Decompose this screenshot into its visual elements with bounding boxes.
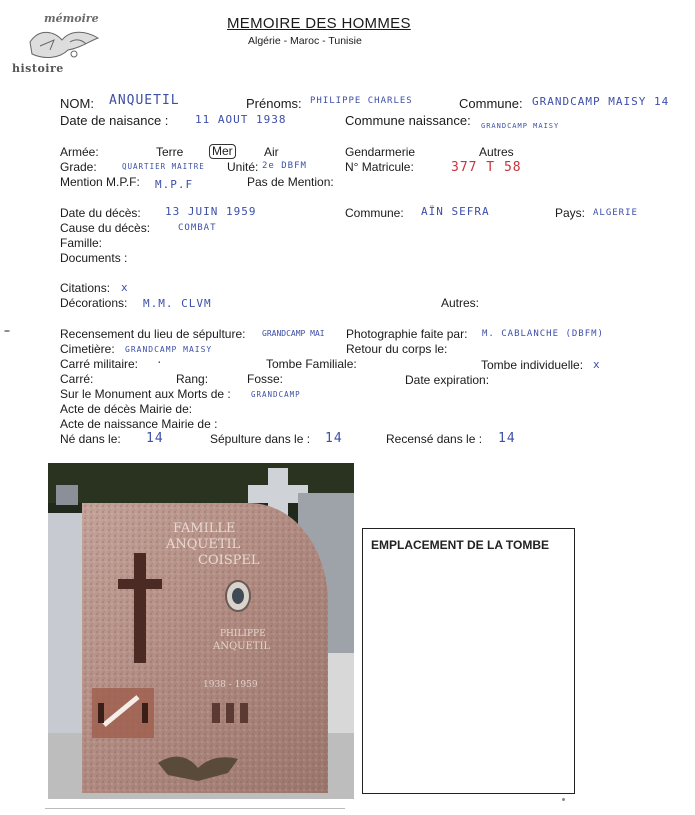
- grade-value: QUARTIER MAITRE: [122, 162, 205, 171]
- pays-label: Pays:: [555, 206, 586, 220]
- monument-value: GRANDCAMP: [251, 390, 301, 399]
- citations-label: Citations:: [60, 281, 111, 295]
- matricule-value: 377 T 58: [451, 160, 522, 175]
- fosse-label: Fosse:: [247, 372, 284, 386]
- armee-autres: Autres: [479, 145, 514, 159]
- logo-text-top: mémoire: [44, 12, 99, 25]
- expiration-label: Date expiration:: [405, 373, 490, 387]
- stone-line-1: FAMILLE: [173, 521, 236, 536]
- carre-label: Carré:: [60, 372, 94, 386]
- acte-deces-label: Acte de décès Mairie de:: [60, 402, 193, 416]
- stone-line-3: COISPEL: [198, 553, 260, 568]
- citations-value: x: [121, 281, 129, 294]
- prenoms-label: Prénoms:: [246, 96, 302, 111]
- cimetiere-label: Cimetière:: [60, 342, 115, 356]
- mpf-label: Mention M.P.F:: [60, 175, 140, 189]
- commune-naissance-label: Commune naissance:: [345, 113, 471, 128]
- recense-value: 14: [498, 431, 516, 446]
- commune-deces-label: Commune:: [345, 206, 404, 220]
- prenoms-value: PHILIPPE CHARLES: [310, 96, 413, 106]
- stone-line-5: ANQUETIL: [213, 641, 271, 652]
- recense-label: Recensé dans le :: [386, 432, 483, 446]
- naissance-label: Date de naisance :: [60, 113, 169, 128]
- sepulture-value: 14: [325, 431, 343, 446]
- documents-label: Documents :: [60, 251, 128, 265]
- grade-label: Grade:: [60, 160, 97, 174]
- tombe-familiale-label: Tombe Familiale:: [266, 357, 357, 371]
- commune-naissance-value: GRANDCAMP MAISY: [481, 122, 560, 130]
- tombe-individuelle-value: x: [593, 358, 601, 371]
- unite-value: 2e DBFM: [262, 161, 307, 171]
- ne-dans-label: Né dans le:: [60, 432, 121, 446]
- tomb-location-box: [362, 528, 575, 794]
- monument-label: Sur le Monument aux Morts de :: [60, 387, 231, 401]
- decorations-label: Décorations:: [60, 296, 128, 310]
- cause-value: COMBAT: [178, 223, 217, 233]
- matricule-label: N° Matricule:: [345, 160, 414, 174]
- deces-value: 13 JUIN 1959: [165, 205, 257, 218]
- cause-label: Cause du décès:: [60, 221, 151, 235]
- tombe-individuelle-label: Tombe individuelle:: [481, 358, 584, 372]
- autres-label: Autres:: [441, 296, 480, 310]
- tombstone-photo: [48, 463, 354, 799]
- ne-dans-value: 14: [146, 431, 164, 446]
- rang-label: Rang:: [176, 372, 209, 386]
- armee-mer-circled: [209, 144, 236, 159]
- carre-militaire-value: .: [156, 353, 164, 366]
- decorations-value: M.M. CLVM: [143, 297, 212, 310]
- scan-speck: [4, 330, 10, 332]
- tombstone-illustration: [48, 463, 354, 799]
- stone-line-4: PHILIPPE: [220, 629, 266, 639]
- commune-deces-value: AÏN SEFRA: [421, 205, 490, 218]
- photo-label: Photographie faite par:: [346, 327, 468, 341]
- deces-label: Date du décès:: [60, 206, 141, 220]
- photo-by-value: M. CABLANCHE (DBFM): [482, 329, 604, 339]
- commune-value: GRANDCAMP MAISY 14: [532, 95, 670, 108]
- mpf-value: M.P.F: [155, 178, 194, 191]
- pays-value: ALGERIE: [593, 208, 638, 218]
- recensement-value: GRANDCAMP MAI: [262, 329, 325, 338]
- pas-mention-label: Pas de Mention:: [247, 175, 334, 189]
- cimetiere-value: GRANDCAMP MAISY: [125, 345, 213, 354]
- naissance-value: 11 AOUT 1938: [195, 113, 287, 126]
- armee-terre: Terre: [156, 145, 184, 159]
- cross-icon: [134, 553, 146, 663]
- nom-label: NOM:: [60, 96, 94, 111]
- armee-gendarmerie: Gendarmerie: [345, 145, 416, 159]
- logo-text-bottom: histoire: [12, 62, 64, 75]
- page-subtitle: Algérie - Maroc - Tunisie: [248, 35, 362, 47]
- tomb-location-title: EMPLACEMENT DE LA TOMBE: [371, 538, 550, 552]
- commune-label: Commune:: [459, 96, 523, 111]
- stone-line-2: ANQUETIL: [166, 537, 241, 552]
- nom-value: ANQUETIL: [109, 93, 180, 108]
- armee-label: Armée:: [60, 145, 99, 159]
- unite-label: Unité:: [227, 160, 259, 174]
- armee-air: Air: [264, 145, 279, 159]
- footer-divider: [45, 808, 345, 809]
- stone-line-6: 1938 - 1959: [203, 680, 258, 690]
- page-title: MEMOIRE DES HOMMES: [227, 15, 411, 32]
- armee-mer-label: Mer: [209, 144, 236, 159]
- famille-label: Famille:: [60, 236, 103, 250]
- scan-speck: [562, 798, 565, 801]
- retour-label: Retour du corps le:: [346, 342, 448, 356]
- carre-militaire-label: Carré militaire:: [60, 357, 139, 371]
- memoire-histoire-logo: [10, 12, 118, 76]
- recensement-label: Recensement du lieu de sépulture:: [60, 327, 246, 341]
- acte-naissance-label: Acte de naissance Mairie de :: [60, 417, 218, 431]
- sepulture-label: Sépulture dans le :: [210, 432, 311, 446]
